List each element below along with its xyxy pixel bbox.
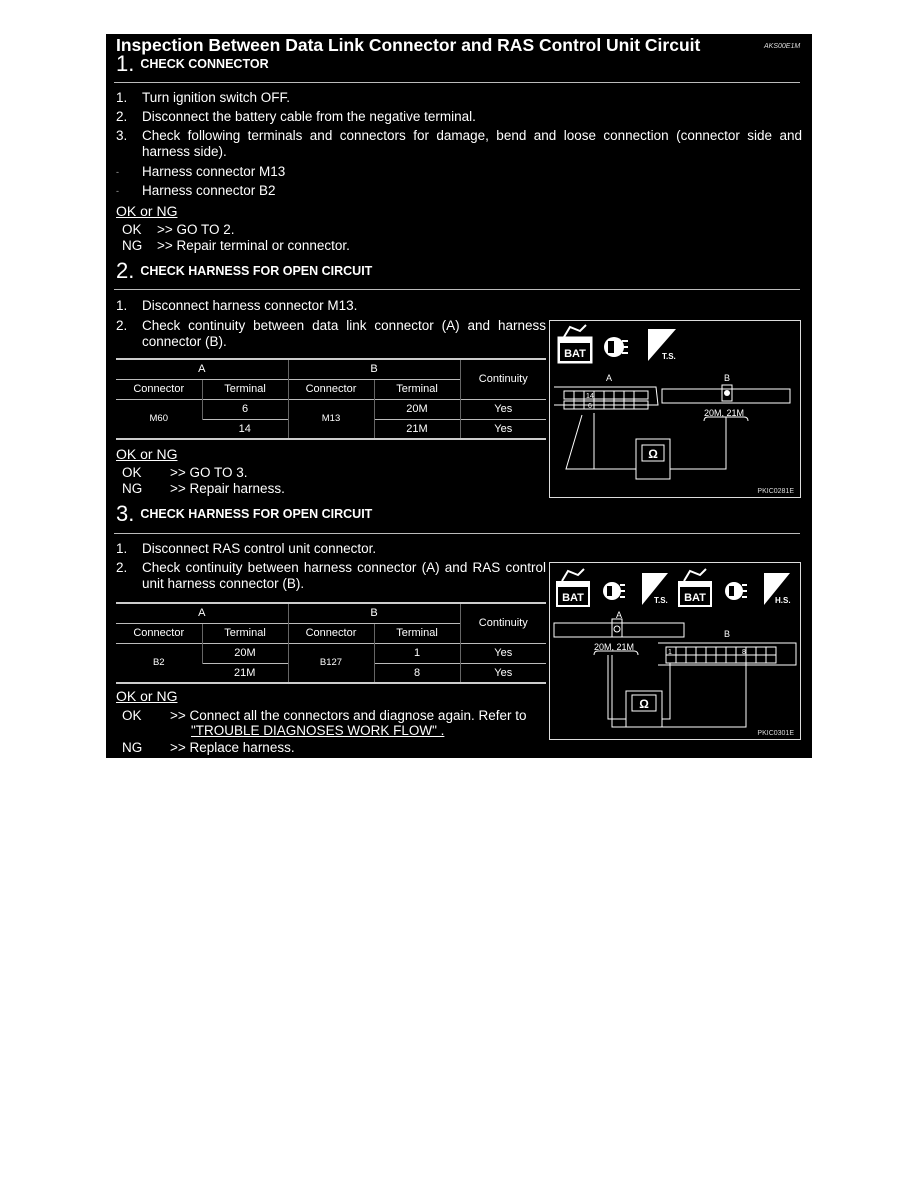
ohm-icon: Ω	[639, 697, 649, 711]
document-page: Inspection Between Data Link Connector and RAS Control Unit Circuit AKS00E1M 1. CHECK CONNECTOR 1. Turn ignition switch OFF. 2. Disconnect the battery cable from the negative terminal. 3. Check following terminals and connectors for damage, bend and loose connection (connector side and harness side). - Harness connector M13 - Harness connector B2 OK or NG OK >> GO TO 2. NG >> Repair terminal or connector. 2. CHECK HARNESS FOR OPEN CIRCUIT 1. Disconnect harness connector M13. 2. Check continuity between data link connector (A) and harness connector (B). A B Continuity Connector Terminal Connector Terminal M60 6 M13 20M Yes 14 21M Yes OK or NG OK >> GO TO 3. NG >> Repair harness. BAT T.S. A B 14 6 20M, 21M Ω PKIC0281E 3. CHECK HARNESS FOR OPEN CIRCUIT 1. Disconnect RAS control unit connector. 2. Check continuity between harness connector (A) and RAS control unit harness connector (B). A B Continuity Connector Terminal Connector Terminal B2 20M B127 1 Yes 21M 8 Yes OK or NG OK >> Connect all the connectors and diagnose again. Refer to "TROUBLE DIAGNOSES WORK FLOW" . NG >> Replace harness. BAT T.S. BAT H.S. A B 20M, 21M 1 8 Ω PKIC0301E	[106, 34, 812, 758]
step-3-header	[116, 501, 372, 527]
continuity-table	[116, 602, 546, 684]
label-a: A	[616, 610, 623, 620]
result-code: NG	[122, 238, 143, 253]
svg-text:BAT: BAT	[562, 592, 584, 604]
table-row	[116, 643, 546, 663]
figure-code: PKIC0281E	[757, 488, 794, 495]
table-cell: M60	[116, 399, 202, 439]
divider	[114, 533, 800, 534]
table-cell: B2	[116, 643, 202, 683]
table-cell: Yes	[460, 643, 546, 663]
table-cell: 20M	[374, 399, 460, 419]
step-number: 3.	[116, 501, 135, 526]
svg-text:T.S.: T.S.	[662, 352, 676, 361]
table-cell: B127	[288, 643, 374, 683]
list-item: 2. Check continuity between harness connector (A) and RAS control unit harness connector (B).	[116, 560, 546, 591]
battery-icon	[558, 325, 592, 363]
trouble-diagnoses-link[interactable]: "TROUBLE DIAGNOSES WORK FLOW" .	[191, 723, 445, 738]
figure-code: PKIC0301E	[757, 730, 794, 737]
table-cell: Yes	[460, 419, 546, 439]
pin-6: 6	[588, 403, 592, 410]
list-item: 2. Check continuity between data link connector (A) and harness connector (B).	[116, 318, 546, 349]
table-cell: Yes	[460, 663, 546, 683]
table-subheader: Terminal	[374, 623, 460, 643]
tester-icon	[642, 573, 668, 605]
continuity-diagram	[550, 321, 800, 497]
document-id: AKS00E1M	[764, 43, 801, 50]
continuity-table	[116, 358, 546, 440]
table-header-b: B	[288, 603, 460, 623]
ok-or-ng-label: OK or NG	[116, 688, 178, 704]
wire-label: 20M, 21M	[594, 642, 635, 652]
table-subheader: Connector	[116, 623, 202, 643]
table-cell: M13	[288, 399, 374, 439]
result-text: >> Repair terminal or connector.	[157, 238, 350, 253]
result-text: >> GO TO 2.	[157, 222, 235, 237]
label-b: B	[724, 373, 731, 383]
result-code: OK	[122, 465, 142, 480]
ok-or-ng-label: OK or NG	[116, 446, 178, 462]
svg-text:BAT: BAT	[684, 592, 706, 604]
battery-icon	[556, 569, 590, 607]
label-a: A	[606, 373, 613, 383]
table-header-a: A	[116, 603, 288, 623]
step-number: 1.	[116, 51, 135, 76]
svg-text:H.S.: H.S.	[775, 596, 791, 605]
result-code: NG	[122, 740, 143, 755]
table-cell: 21M	[202, 663, 288, 683]
table-header-a: A	[116, 359, 288, 379]
table-cell: 6	[202, 399, 288, 419]
table-header-continuity: Continuity	[460, 603, 546, 643]
connector-a	[554, 619, 684, 637]
wiring-figure-1	[549, 320, 801, 498]
table-subheader: Terminal	[202, 623, 288, 643]
label-b: B	[724, 629, 731, 639]
table-subheader: Terminal	[202, 379, 288, 399]
pin-1: 1	[668, 649, 672, 656]
table-cell: 21M	[374, 419, 460, 439]
result-code: OK	[122, 222, 142, 237]
table-cell: 14	[202, 419, 288, 439]
tester-icon	[648, 329, 676, 361]
table-subheader: Connector	[288, 623, 374, 643]
table-subheader: Connector	[116, 379, 202, 399]
divider	[114, 82, 800, 83]
result-code: OK	[122, 708, 142, 723]
step-2-header	[116, 258, 372, 284]
wiring-figure-2	[549, 562, 801, 740]
svg-text:BAT: BAT	[564, 348, 586, 360]
disconnect-icon	[604, 337, 628, 357]
connector-a	[564, 391, 648, 409]
table-cell: 20M	[202, 643, 288, 663]
table-header-b: B	[288, 359, 460, 379]
ohm-icon: Ω	[648, 447, 658, 461]
harness-tester-icon	[764, 573, 791, 605]
result-text: >> Replace harness.	[170, 740, 295, 755]
result-text: >> Connect all the connectors and diagnose again. Refer to	[170, 708, 527, 723]
table-cell: 8	[374, 663, 460, 683]
pin-8: 8	[742, 649, 746, 656]
divider	[114, 289, 800, 290]
table-subheader: Terminal	[374, 379, 460, 399]
page-title: Inspection Between Data Link Connector and RAS Control Unit Circuit	[116, 35, 701, 55]
disconnect-icon	[725, 582, 747, 600]
table-subheader: Connector	[288, 379, 374, 399]
step-1-header	[116, 51, 269, 77]
connector-b	[666, 647, 776, 663]
step-number: 2.	[116, 258, 135, 283]
ok-or-ng-label: OK or NG	[116, 203, 178, 219]
result-text: >> GO TO 3.	[170, 465, 248, 480]
continuity-diagram	[550, 563, 800, 739]
table-cell: 1	[374, 643, 460, 663]
table-cell: Yes	[460, 399, 546, 419]
disconnect-icon	[603, 582, 625, 600]
step-heading: CHECK HARNESS FOR OPEN CIRCUIT	[140, 507, 373, 521]
table-row	[116, 399, 546, 419]
pin-14: 14	[586, 393, 594, 400]
result-text: >> Repair harness.	[170, 481, 285, 496]
table-header-continuity: Continuity	[460, 359, 546, 399]
result-code: NG	[122, 481, 143, 496]
step-heading: CHECK CONNECTOR	[140, 57, 269, 71]
wire-label: 20M, 21M	[704, 408, 745, 418]
svg-text:T.S.: T.S.	[654, 596, 668, 605]
battery-icon	[678, 569, 712, 607]
list-item: 3. Check following terminals and connectors for damage, bend and loose connection (connector side and harness side).	[116, 128, 802, 159]
step-heading: CHECK HARNESS FOR OPEN CIRCUIT	[140, 264, 373, 278]
